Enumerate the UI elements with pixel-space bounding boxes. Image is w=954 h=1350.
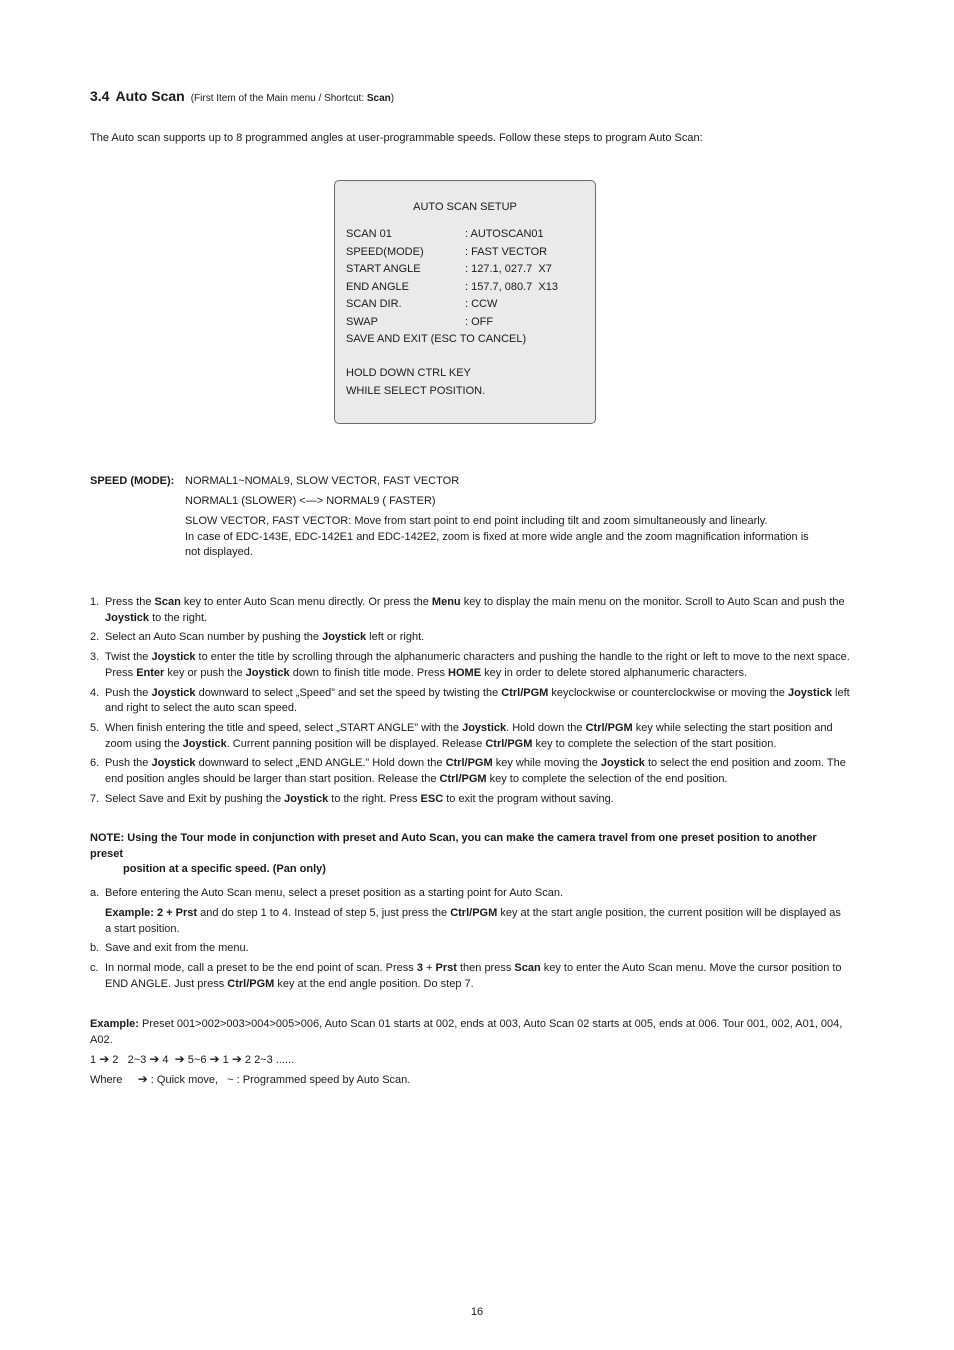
subtitle-text: (First Item of the Main menu / Shortcut:	[190, 93, 367, 104]
bold-term: Joystick	[787, 686, 832, 699]
procedure-steps	[90, 595, 850, 812]
text-run: In normal mode, call a preset to be the end point of scan. Press	[105, 962, 417, 975]
list-item-text	[105, 792, 850, 808]
list-item-number: 4.	[90, 686, 100, 699]
text-run: to exit the program without saving.	[443, 792, 614, 805]
text-run: to the right.	[149, 611, 208, 624]
list-item-number: 6.	[90, 757, 100, 770]
speed-options: NORMAL1~NOMAL9, SLOW VECTOR, FAST VECTOR	[185, 475, 460, 487]
list-item-text	[105, 630, 850, 646]
text-run: Before entering the Auto Scan menu, select a preset position as a starting point for Auto Scan.	[105, 887, 564, 899]
bold-term: Ctrl/PGM	[445, 757, 493, 770]
example-text: Preset 001>002>003>004>005>006, Auto Scan 01 starts at 002, ends at 003, Auto Scan 02 starts at 005, ends at 006. Tour 001, 002, A01, 004, A02.	[90, 1018, 843, 1046]
arrow-right-icon: ➔	[99, 1052, 110, 1066]
page-number: 16	[470, 1306, 484, 1318]
text-run: left and right to select the auto scan speed.	[105, 686, 850, 715]
example-label: Example:	[90, 1018, 139, 1030]
bold-term: Ctrl/PGM	[227, 977, 275, 990]
osd-row	[346, 315, 591, 331]
list-item-text	[105, 941, 850, 957]
text-run: Press the	[105, 596, 155, 608]
bold-term: Joystick	[245, 666, 290, 679]
bold-term: Joystick	[600, 757, 645, 770]
osd-hint-line-2: WHILE SELECT POSITION.	[346, 384, 486, 397]
arrow-right-icon: ➔	[137, 1072, 148, 1086]
bold-term: Prst	[435, 962, 457, 975]
text-run: key to enter Auto Scan menu directly. Or press the	[180, 596, 432, 608]
text-run: key at the end angle position. Do step 7.	[274, 977, 474, 990]
bold-term: Example: 2 + Prst	[105, 907, 198, 919]
sequence-text: 2 2~3	[109, 1054, 150, 1066]
text-run: key at the start angle position, the current position will be displayed as a start position.	[105, 907, 841, 935]
osd-hint-line-1: HOLD DOWN CTRL KEY	[346, 367, 471, 379]
sequence-text: 4	[159, 1054, 175, 1066]
text-run: key while selecting the start position and zoom using the	[105, 722, 833, 750]
text-run: key to display the main menu on the monitor. Scroll to Auto Scan and push the	[460, 596, 845, 608]
list-item	[90, 650, 850, 681]
text-run: key in order to delete stored alphanumeric characters.	[481, 666, 748, 679]
list-item-text	[105, 650, 850, 681]
text-run: to select the end position and zoom. The end position angles should be larger than start position. Release the	[105, 757, 846, 785]
list-item	[90, 961, 850, 992]
list-item-number: a.	[90, 887, 100, 899]
text-run: Push the	[105, 686, 152, 699]
text-run: Push the	[105, 757, 152, 770]
text-run: Save and exit from the menu.	[105, 942, 249, 955]
arrow-right-icon: ➔	[209, 1052, 220, 1066]
tour-example	[90, 1017, 850, 1048]
osd-row-value: : CCW	[465, 298, 498, 310]
osd-row-value: : AUTOSCAN01	[465, 228, 544, 240]
text-run: key to enter the Auto Scan menu. Move the cursor position to END ANGLE. Just press	[105, 962, 842, 990]
list-item	[90, 595, 850, 626]
speed-mode-body	[185, 474, 825, 565]
osd-row-value: : 157.7, 080.7 X13	[465, 280, 558, 293]
speed-normal-range: NORMAL1 (SLOWER) <—> NORMAL9 ( FASTER)	[185, 495, 436, 507]
text-run: key to complete the selection of the end position.	[486, 772, 728, 785]
bold-term: Joystick	[151, 757, 196, 770]
osd-save-exit: SAVE AND EXIT (ESC TO CANCEL)	[346, 332, 527, 345]
list-item-example	[105, 906, 850, 937]
section-subtitle	[191, 93, 394, 104]
list-item-text	[105, 886, 850, 902]
list-item-text	[105, 721, 850, 752]
text-run: Select Save and Exit by pushing the	[105, 792, 285, 805]
intro-paragraph: The Auto scan supports up to 8 programmed angles at user-programmable speeds. Follow these steps to program Auto Scan:	[90, 132, 703, 144]
osd-row	[346, 297, 591, 313]
bold-term: Joystick	[105, 611, 150, 624]
list-item-text	[105, 686, 850, 717]
list-item-number: b.	[90, 942, 100, 955]
osd-menu-box	[334, 180, 596, 424]
bold-term: Enter	[136, 666, 165, 679]
text-run: key or push the	[164, 666, 246, 679]
osd-row-key: START ANGLE	[346, 263, 421, 275]
text-run: keyclockwise or counterclockwise or moving the	[548, 686, 788, 699]
sequence-text: 5~6	[184, 1054, 210, 1066]
legend-line	[90, 1072, 410, 1089]
bold-term: 3	[416, 962, 423, 975]
note-line-2: position at a specific speed. (Pan only)	[123, 863, 326, 875]
text-run: to the right. Press	[328, 792, 421, 805]
list-item	[90, 721, 850, 752]
osd-row	[346, 280, 591, 296]
subtitle-shortcut-key: Scan	[366, 93, 391, 104]
bold-term: Joystick	[151, 651, 196, 664]
legend-text: : Quick move, ~ : Programmed speed by Auto Scan.	[147, 1074, 411, 1086]
text-run: . Hold down the	[506, 722, 586, 735]
list-item-text	[105, 756, 850, 787]
osd-title: AUTO SCAN SETUP	[413, 201, 517, 213]
text-run: . Current panning position will be displayed. Release	[226, 737, 486, 750]
bold-term: Ctrl/PGM	[439, 772, 487, 785]
text-run: and do step 1 to 4. Instead of step 5, just press the	[197, 907, 451, 919]
section-number: 3.4	[90, 88, 110, 104]
osd-row-value: : 127.1, 027.7 X7	[465, 263, 552, 275]
note-line-1: NOTE: Using the Tour mode in conjunction with preset and Auto Scan, you can make the camera travel from one preset position to another preset	[90, 832, 817, 860]
text-run: key while moving the	[492, 757, 601, 770]
section-heading	[90, 89, 394, 107]
list-item-text	[105, 961, 850, 992]
sequence-text: 1	[219, 1054, 232, 1066]
text-run: +	[422, 962, 436, 975]
list-item	[90, 886, 850, 937]
bold-term: Joystick	[182, 737, 227, 750]
tour-sequence	[90, 1052, 294, 1069]
arrow-right-icon: ➔	[231, 1052, 242, 1066]
sequence-text: 1	[90, 1054, 100, 1066]
list-item	[90, 686, 850, 717]
bold-term: Ctrl/PGM	[585, 722, 633, 735]
list-item-number: c.	[90, 962, 99, 975]
bold-term: Joystick	[322, 631, 367, 644]
osd-row	[346, 245, 591, 261]
bold-term: Ctrl/PGM	[501, 686, 549, 699]
osd-row-value: : OFF	[465, 315, 494, 328]
text-run: downward to select „END ANGLE.” Hold down the	[195, 757, 446, 770]
bold-term: Joystick	[462, 722, 507, 735]
text-run: When finish entering the title and speed, select „START ANGLE” with the	[105, 722, 463, 735]
legend-where: Where	[90, 1074, 123, 1086]
text-run: left or right.	[366, 631, 425, 644]
text-run: to enter the title by scrolling through the alphanumeric characters and pushing the handle to the right or left to move to the next space. Press	[105, 651, 850, 679]
list-item	[90, 756, 850, 787]
bold-term: Ctrl/PGM	[485, 737, 533, 750]
arrow-right-icon: ➔	[174, 1052, 185, 1066]
osd-row-key: SPEED(MODE)	[346, 245, 424, 258]
osd-row-key: END ANGLE	[346, 280, 409, 293]
list-item-number: 7.	[90, 792, 100, 805]
osd-row-key: SCAN 01	[346, 228, 392, 240]
bold-term: Joystick	[151, 686, 196, 699]
text-run: down to finish title mode. Press	[289, 666, 449, 679]
text-run: Select an Auto Scan number by pushing the	[105, 631, 323, 644]
arrow-right-icon: ➔	[149, 1052, 160, 1066]
text-run: then press	[456, 962, 515, 975]
list-item-number: 5.	[90, 722, 100, 735]
osd-row-value: : FAST VECTOR	[465, 245, 548, 258]
speed-vector-description: SLOW VECTOR, FAST VECTOR: Move from start point to end point including tilt and zoom simultaneously and linearly.	[185, 515, 768, 527]
bold-term: HOME	[448, 666, 482, 679]
speed-model-note: In case of EDC-143E, EDC-142E1 and EDC-142E2, zoom is fixed at more wide angle and the zoom magnification information is not displayed.	[185, 530, 809, 558]
osd-row-key: SCAN DIR.	[346, 298, 402, 310]
bold-term: ESC	[420, 792, 444, 805]
text-run: downward to select „Speed” and set the speed by twisting the	[195, 686, 502, 699]
list-item	[90, 630, 850, 646]
osd-row	[346, 262, 591, 278]
osd-row	[346, 227, 591, 243]
text-run: Twist the	[105, 651, 152, 664]
section-title: Auto Scan	[115, 88, 185, 104]
bold-term: Scan	[514, 962, 541, 975]
bold-term: Ctrl/PGM	[450, 907, 498, 919]
text-run: key to complete the selection of the start position.	[532, 737, 777, 750]
osd-row-key: SWAP	[346, 315, 378, 328]
list-item-number: 3.	[90, 651, 100, 664]
tour-mode-note	[90, 831, 850, 878]
subtitle-close: )	[390, 93, 395, 104]
list-item	[90, 792, 850, 808]
preset-steps	[90, 886, 850, 997]
speed-mode-label: SPEED (MODE):	[90, 475, 175, 487]
bold-term: Scan	[154, 596, 181, 608]
list-item	[90, 941, 850, 957]
list-item-text	[105, 595, 850, 626]
sequence-text: 2 2~3 ......	[241, 1054, 295, 1066]
list-item-number: 2.	[90, 631, 100, 644]
list-item-number: 1.	[90, 596, 100, 608]
bold-term: Joystick	[284, 792, 329, 805]
bold-term: Menu	[431, 596, 461, 608]
